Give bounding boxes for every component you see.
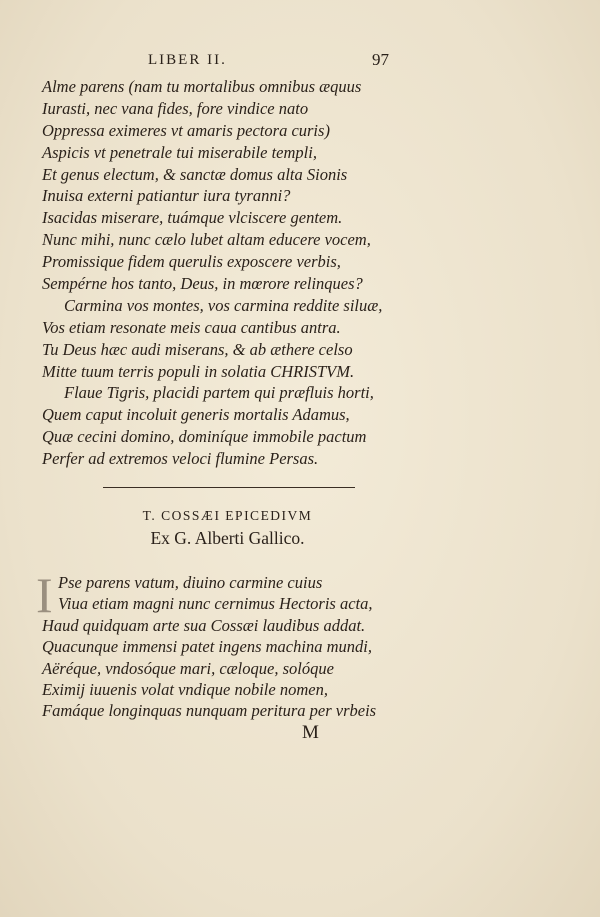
- verse-block: [42, 76, 562, 470]
- verse-line: Vos etiam resonate meis caua cantibus antra.: [42, 317, 341, 337]
- epicedium-poem: [42, 572, 562, 722]
- verse-line: Quem caput incoluit generis mortalis Adamus,: [42, 405, 350, 425]
- verse-line: Alme parens (nam tu mortalibus omnibus æquus: [42, 77, 362, 96]
- verse-line: Inuisa externi patiantur iura tyranni?: [42, 186, 291, 206]
- verse-line: Nunc mihi, nunc cælo lubet altam educere vocem,: [42, 230, 371, 250]
- verse-line: Carmina vos montes, vos carmina reddite siluæ,: [64, 295, 383, 315]
- page-number: 97: [372, 50, 389, 69]
- verse-line: Isacidas miserare, tuámque vlciscere gentem.: [42, 208, 343, 228]
- verse-line: Quæ cecini domino, dominíque immobile pactum: [42, 427, 367, 447]
- poem-line: Haud quidquam arte sua Cossæi laudibus addat.: [42, 615, 366, 635]
- verse-line: Promissique fidem querulis exposcere verbis,: [42, 252, 341, 272]
- drop-cap: I: [36, 567, 53, 623]
- verse-line: Perfer ad extremos veloci flumine Persas.: [42, 449, 319, 469]
- verse-line: Tu Deus hæc audi miserans, & ab æthere celso: [42, 339, 353, 359]
- poem-line: Pse parens vatum, diuino carmine cuius: [58, 573, 323, 592]
- poem-line: Viua etiam magni nunc cernimus Hectoris acta,: [58, 594, 373, 614]
- section-divider: [103, 487, 355, 488]
- poem-line: Eximij iuuenis volat vndique nobile nomen,: [42, 679, 328, 699]
- verse-line: Flaue Tigris, placidi partem qui præfluis horti,: [64, 383, 374, 403]
- section-title: T. COSSÆI EPICEDIVM: [142, 508, 313, 523]
- running-head: LIBER II.: [148, 52, 227, 68]
- poem-line: Famáque longinquas nunquam peritura per vrbeis: [42, 701, 377, 721]
- verse-line: Iurasti, nec vana fides, fore vindice nato: [42, 98, 309, 118]
- catchword: M: [302, 722, 319, 743]
- page-header: [0, 50, 600, 76]
- verse-line: Sempérne hos tanto, Deus, in mœrore relinques?: [42, 274, 363, 294]
- verse-line: Aspicis vt penetrale tui miserabile templi,: [42, 142, 317, 162]
- poem-line: Quacunque immensi patet ingens machina mundi,: [42, 637, 372, 657]
- section-subtitle: Ex G. Alberti Gallico.: [150, 528, 305, 548]
- verse-line: Oppressa eximeres vt amaris pectora curis): [42, 120, 330, 140]
- verse-line: Mitte tuum terris populi in solatia CHRISTVM.: [42, 361, 355, 381]
- verse-line: Et genus electum, & sanctæ domus alta Sionis: [42, 164, 348, 184]
- poem-line: Aëréque, vndosóque mari, cæloque, solóque: [42, 658, 334, 678]
